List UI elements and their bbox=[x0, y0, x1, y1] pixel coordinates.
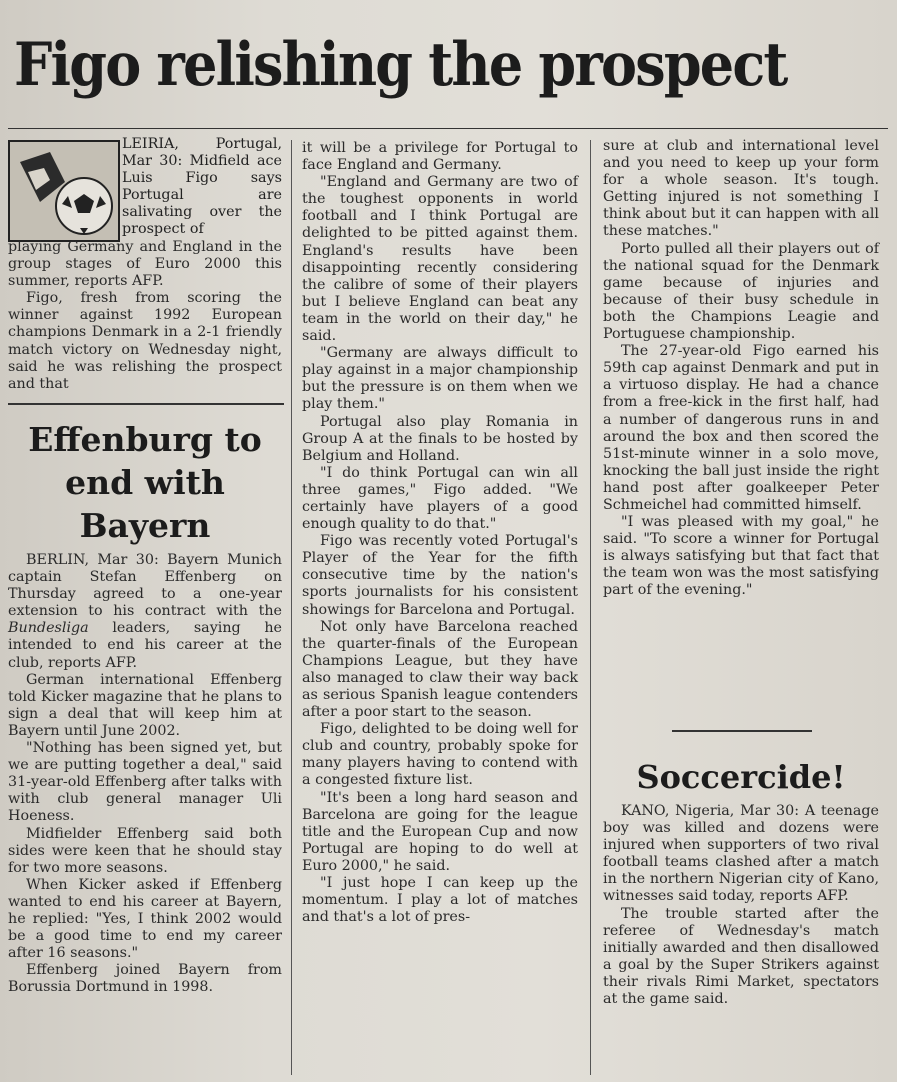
figo-lead-wrap bbox=[122, 136, 282, 239]
figo-col2-p8: Figo, delighted to be doing well for club and country, probably spoke for many players having to contend with a congested fixture list. bbox=[302, 721, 578, 789]
figo-col2-p5: "I do think Portugal can win all three games," Figo added. "We certainly have players of a good enough quality to do that." bbox=[302, 464, 578, 533]
figo-col1-p2: Figo, fresh from scoring the winner against 1992 European champions Denmark in a 2-1 friendly match victory on Wednesday night, said he was relishing the prospect and that bbox=[8, 290, 282, 392]
figo-col3-p1: sure at club and international level and you need to keep up your form for a whole season. It's tough. Getting injured is not something I think about but it can happen with all these matches." bbox=[603, 138, 879, 240]
soccercide-body bbox=[603, 803, 879, 1008]
figo-col2-p9: "It's been a long hard season and Barcelona are going for the league title and the European Cup and now Portugal are hoping to do well at Euro 2000," he said. bbox=[302, 789, 578, 874]
figo-col2-p6: Figo was recently voted Portugal's Player of the Year for the fifth consecutive time by the nation's sports journalists for his consistent showings for Barcelona and Portugal. bbox=[302, 533, 578, 618]
effenburg-p4: Midfielder Effenberg said both sides were keen that he should stay for two more seasons. bbox=[8, 825, 282, 876]
figo-col2-p4: Portugal also play Romania in Group A at the finals to be hosted by Belgium and Holland. bbox=[302, 413, 578, 464]
effenburg-p3: "Nothing has been signed yet, but we are putting together a deal," said 31-year-old Effenberg after talks with with club general manager Uli Hoeness. bbox=[8, 740, 282, 825]
effenburg-body bbox=[8, 552, 282, 996]
figo-col2-p3: "Germany are always difficult to play against in a major championship but the pressure is on them when we play them." bbox=[302, 345, 578, 413]
figo-col2-p10: "I just hope I can keep up the momentum. I play a lot of matches and that's a lot of pres- bbox=[302, 875, 578, 926]
figo-dateline: LEIRIA, Portugal, Mar 30: Midfield ace Luis Figo says Portugal are salivating over the prospect of bbox=[122, 136, 282, 238]
figo-col2-p7: Not only have Barcelona reached the quarter-finals of the European Champions League, but they have also managed to claw their way back as serious Spanish league contenders after a poor start to the season. bbox=[302, 618, 578, 721]
soccercide-p1: KANO, Nigeria, Mar 30: A teenage boy was killed and dozens were injured when supporters of two rival football teams clashed after a match in the northern Nigerian city of Kano, witnesses said today, reports AFP. bbox=[603, 803, 879, 905]
figo-col2-p2: "England and Germany are two of the toughest opponents in world football and I think Portugal are delighted to be pitted against them. England's results have been disappointing recently considering the calibre of some of their players but I believe England can beat any team in the world on their day," he said. bbox=[302, 174, 578, 345]
col3-rule bbox=[672, 730, 812, 732]
figo-col3-p2: Porto pulled all their players out of the national squad for the Denmark game because of injuries and because of their busy schedule in both the Champions Leagie and Portuguese championship. bbox=[603, 240, 879, 343]
effenburg-headline: Effenburg to end with Bayern bbox=[28, 420, 262, 545]
headline-rule bbox=[8, 128, 888, 129]
soccercide-headline: Soccercide! bbox=[636, 758, 846, 796]
figo-col1-continuation: playing Germany and England in the group stages of Euro 2000 this summer, reports AFP. bbox=[8, 239, 282, 290]
soccercide-p2: The trouble started after the referee of Wednesday's match initially awarded and then disallowed a goal by the Super Strikers against their rivals Rimi Market, spectators at the game said. bbox=[603, 905, 879, 1008]
soccer-player-photo-icon bbox=[8, 140, 120, 242]
effenburg-p1: BERLIN, Mar 30: Bayern Munich captain Stefan Effenberg on Thursday agreed to a one-year extension to his contract with the Bundesliga leaders, saying he intended to end his career at the club, reports AFP. bbox=[8, 552, 282, 671]
figo-col3-p4: "I was pleased with my goal," he said. "To score a winner for Portugal is always satisfying but that fact that the team won was the most satisfying part of the evening." bbox=[603, 514, 879, 599]
figo-col1 bbox=[8, 239, 282, 393]
figo-col3 bbox=[603, 138, 879, 600]
effenburg-p2: German international Effenberg told Kicker magazine that he plans to sign a deal that will keep him at Bayern until June 2002. bbox=[8, 671, 282, 739]
figo-col3-p3: The 27-year-old Figo earned his 59th cap against Denmark and put in a virtuoso display. He had a chance from a free-kick in the first half, had a number of dangerous runs in and around the box and then scored the 51st-minute winner in a solo move, knocking the ball just inside the right hand post after goalkeeper Peter Schmeichel had committed himself. bbox=[603, 343, 879, 513]
figo-col2 bbox=[302, 140, 578, 926]
main-headline: Figo relishing the prospect bbox=[14, 30, 787, 100]
effenburg-p5: When Kicker asked if Effenberg wanted to end his career at Bayern, he replied: "Yes, I think 2002 would be a good time to end my career after 16 seasons." bbox=[8, 876, 282, 962]
figo-col2-p1: it will be a privilege for Portugal to face England and Germany. bbox=[302, 140, 578, 174]
col-divider-1 bbox=[291, 140, 292, 1075]
effenburg-p6: Effenberg joined Bayern from Borussia Dortmund in 1998. bbox=[8, 962, 282, 996]
col-divider-2 bbox=[590, 140, 591, 1075]
col1-rule bbox=[8, 403, 284, 405]
